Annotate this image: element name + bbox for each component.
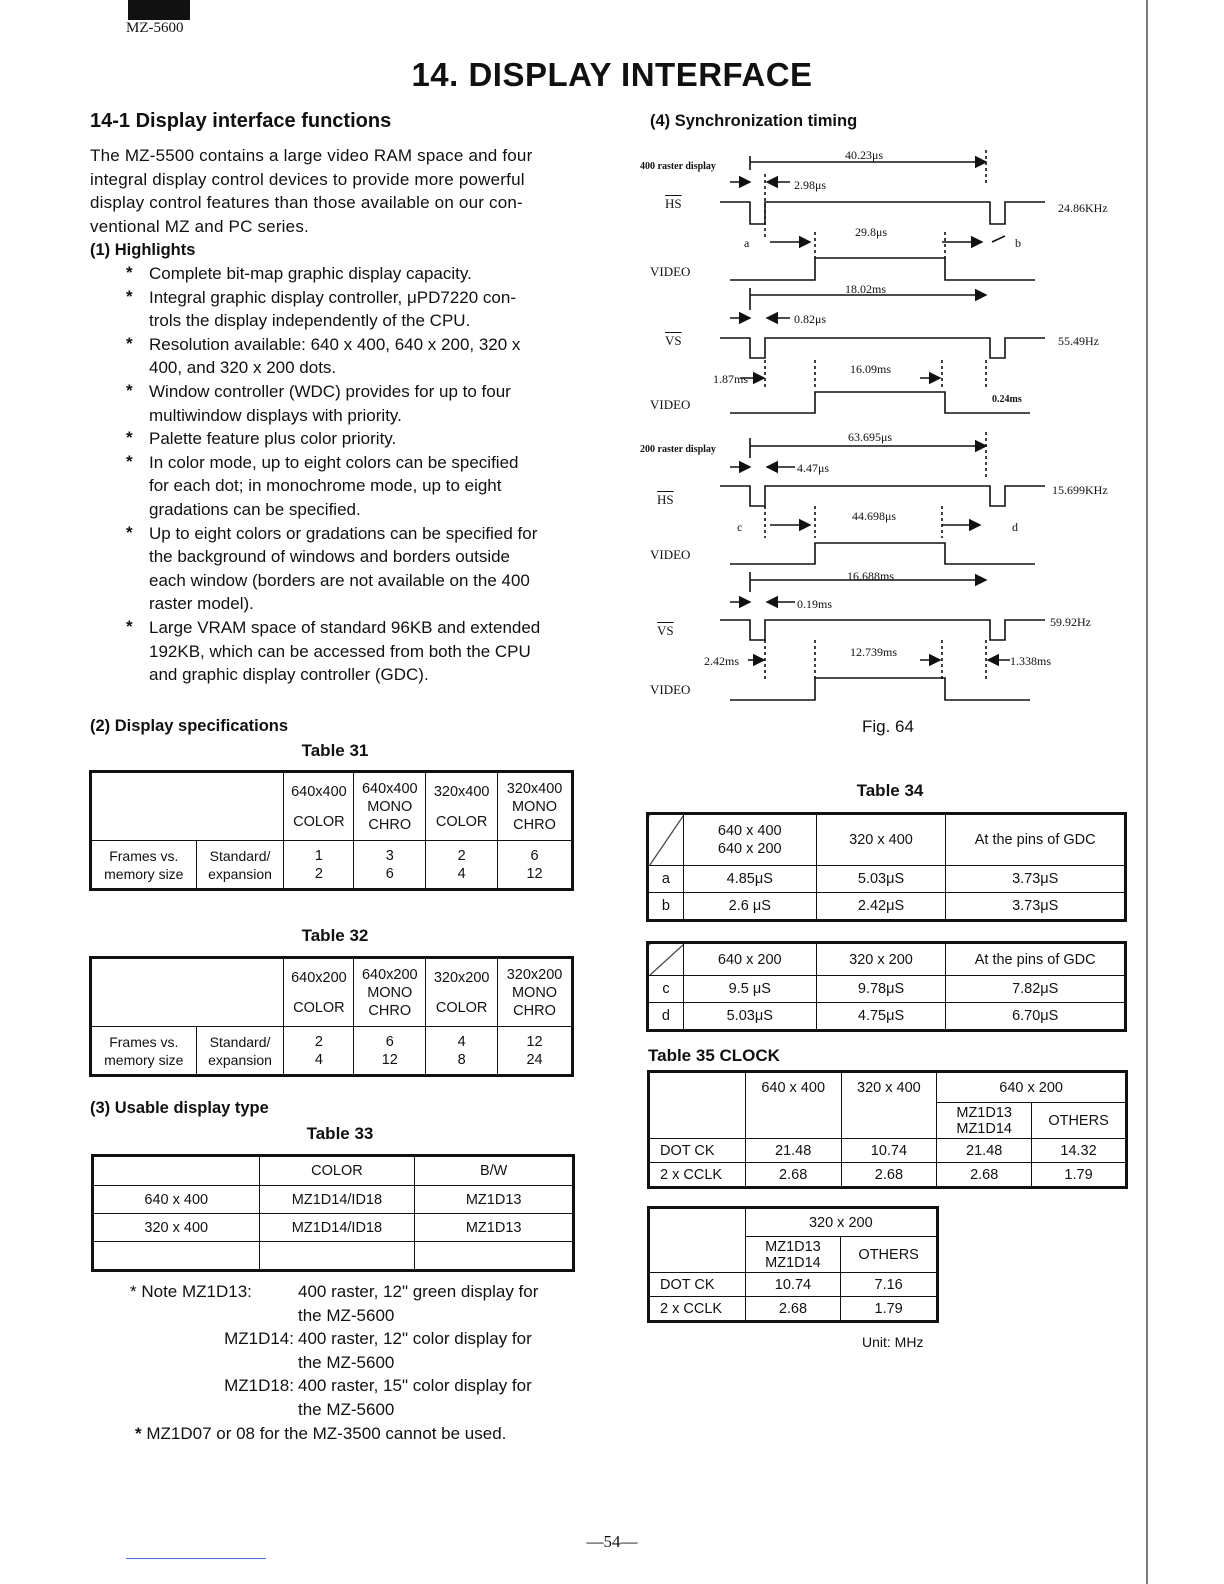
table-header: 640 x 200 <box>937 1073 1126 1103</box>
display-notes: * Note MZ1D13: 400 raster, 12" green display for the MZ-5600 MZ1D14: 400 raster, 12" color display for the MZ-5600 MZ1D18: 400 raster, 15" color display for the MZ-5600 <box>130 1280 580 1422</box>
table-cell: 4 8 <box>426 1027 498 1075</box>
hs200-period: 63.695μs <box>848 430 893 444</box>
table-cell: 3.73μS <box>946 893 1125 920</box>
table-header: 320x400 MONO CHRO <box>498 773 572 841</box>
hs200-video-width: 44.698μs <box>852 509 897 523</box>
table-header: 640x400 MONO CHRO <box>354 773 426 841</box>
table-cell: a <box>649 866 684 893</box>
table-cell: 640 x 400 <box>94 1186 260 1214</box>
table-cell: 7.16 <box>841 1273 937 1297</box>
table-row-label: DOT CK <box>650 1139 746 1163</box>
label-b: b <box>1015 236 1021 250</box>
table-header: 640 x 400 640 x 200 <box>683 815 816 866</box>
hs200-signal: $\overline{HS}$ <box>657 492 674 507</box>
table-header: 640 x 400 <box>745 1073 841 1139</box>
table-subheader: MZ1D13 MZ1D14 <box>745 1237 841 1273</box>
list-item: * Window controller (WDC) provides for up to four multiwindow displays with priority. <box>122 380 574 427</box>
table-header: 320x200 COLOR <box>426 959 498 1027</box>
table-cell: 320 x 400 <box>94 1214 260 1242</box>
vs200-period: 16.688ms <box>847 569 895 583</box>
video200-waveform <box>730 543 1035 564</box>
vs400-video-waveform <box>730 392 1030 413</box>
table-cell: 1.79 <box>1032 1163 1126 1187</box>
hs400-period: 40.23μs <box>845 148 884 162</box>
unit-label: Unit: MHz <box>862 1334 924 1350</box>
vs400-waveform <box>720 338 1045 358</box>
intro-line: ventional MZ and PC series. <box>90 216 309 236</box>
table34a <box>648 814 1125 920</box>
table-cell <box>415 1242 573 1270</box>
highlights-heading: (1) Highlights <box>90 241 196 259</box>
table-subheader: OTHERS <box>841 1237 937 1273</box>
table-subheader: OTHERS <box>1032 1103 1126 1139</box>
group400-label: 400 raster display <box>640 161 716 172</box>
table-cell: 2.42μS <box>816 893 946 920</box>
hs200-waveform <box>720 486 1045 506</box>
table-cell: 4.75μS <box>816 1003 946 1030</box>
usable-display-heading: (3) Usable display type <box>90 1099 269 1117</box>
table33 <box>93 1156 573 1270</box>
vs400-back: 0.24ms <box>992 394 1022 405</box>
table-cell: Standard/ expansion <box>196 841 284 889</box>
list-item: * In color mode, up to eight colors can be specified for each dot; in monochrome mode, up to eight gradations can be specified. <box>122 451 574 522</box>
vs400-period: 18.02ms <box>845 282 887 296</box>
table-cell: 3.73μS <box>946 866 1125 893</box>
page-title: 14. DISPLAY INTERFACE <box>411 56 813 93</box>
table35-caption: Table 35 CLOCK <box>648 1046 780 1065</box>
table35b <box>649 1208 937 1321</box>
label-a: a <box>744 236 750 250</box>
table-header <box>94 1157 260 1186</box>
vs200-waveform <box>720 620 1045 640</box>
page-edge <box>1146 0 1148 1584</box>
table-cell: 1.79 <box>841 1297 937 1321</box>
table-cell: 21.48 <box>937 1139 1032 1163</box>
list-item: * Up to eight colors or gradations can be specified for the background of windows and borders outside each window (borders are not available on the 400 raster model). <box>122 522 574 616</box>
sync-timing-heading: (4) Synchronization timing <box>650 112 858 130</box>
hs400-signal: $\overline{HS}$ <box>665 196 682 211</box>
display-specs-heading: (2) Display specifications <box>90 717 289 735</box>
hs400-freq: 24.86KHz <box>1058 201 1108 215</box>
vs400-pulse: 0.82μs <box>794 312 827 326</box>
footer-link-line <box>126 1558 266 1559</box>
table-cell: c <box>649 976 684 1003</box>
table-cell: 3 6 <box>354 841 426 889</box>
table-header: 640x200 MONO CHRO <box>354 959 426 1027</box>
table-row-label: 2 x CCLK <box>650 1297 746 1321</box>
table-cell: 2.68 <box>937 1163 1032 1187</box>
table33-caption: Table 33 <box>306 1124 374 1143</box>
table34-caption: Table 34 <box>856 781 924 800</box>
hs400-video-width: 29.8μs <box>855 225 888 239</box>
vs400-freq: 55.49Hz <box>1058 334 1099 348</box>
table-header-empty <box>650 1073 746 1139</box>
table-header: At the pins of GDC <box>946 815 1125 866</box>
vs400-video-width: 16.09ms <box>850 362 892 376</box>
table-header: 320 x 400 <box>841 1073 937 1139</box>
table-cell: 7.82μS <box>946 976 1125 1003</box>
label-c: c <box>737 520 743 534</box>
table-row-label: DOT CK <box>650 1273 746 1297</box>
table-cell: 12 24 <box>498 1027 572 1075</box>
diagonal-cell <box>649 944 684 976</box>
list-item: * Palette feature plus color priority. <box>122 427 574 451</box>
vs400-signal: $\overline{VS}$ <box>665 333 682 348</box>
table-cell: 5.03μS <box>816 866 946 893</box>
video400-signal: VIDEO <box>650 264 691 279</box>
table-header: B/W <box>415 1157 573 1186</box>
table-row-label: 2 x CCLK <box>650 1163 746 1187</box>
header-bar <box>128 0 190 20</box>
table-cell: d <box>649 1003 684 1030</box>
diagonal-cell <box>649 815 684 866</box>
table-header-empty <box>650 1209 746 1273</box>
table-header: 640 x 200 <box>683 944 816 976</box>
video400-waveform <box>730 258 1035 280</box>
table32-caption: Table 32 <box>301 926 369 945</box>
vs200-freq: 59.92Hz <box>1050 615 1091 629</box>
table-header: COLOR <box>259 1157 415 1186</box>
vs400-video-signal: VIDEO <box>650 397 691 412</box>
table-cell: 2.68 <box>745 1163 841 1187</box>
list-item: * Resolution available: 640 x 400, 640 x 200, 320 x 400, and 320 x 200 dots. <box>122 333 574 380</box>
table-cell: MZ1D13 <box>415 1214 573 1242</box>
list-item: * Complete bit-map graphic display capacity. <box>122 262 574 286</box>
vs400-front: 1.87ms <box>713 372 749 386</box>
intro-paragraph <box>90 144 570 238</box>
table-header: 320 x 400 <box>816 815 946 866</box>
table-cell <box>94 1242 260 1270</box>
table-cell: 6 12 <box>498 841 572 889</box>
table-cell: 2.6 μS <box>683 893 816 920</box>
table-header: 320 x 200 <box>745 1209 936 1237</box>
table-cell: MZ1D13 <box>415 1186 573 1214</box>
note-label: MZ1D14: <box>224 1329 294 1349</box>
table-cell: 2 4 <box>284 1027 354 1075</box>
vs200-back: 1.338ms <box>1010 654 1052 668</box>
table-header: 640x200 COLOR <box>284 959 354 1027</box>
table-cell: 2.68 <box>841 1163 937 1187</box>
intro-line: display control features than those available on our con- <box>90 193 523 213</box>
table-cell: Standard/ expansion <box>196 1027 284 1075</box>
table34b <box>648 943 1125 1030</box>
table-cell: 4.85μS <box>683 866 816 893</box>
table-cell: 2.68 <box>745 1297 841 1321</box>
vs200-pulse: 0.19ms <box>797 597 833 611</box>
table-cell: 9.5 μS <box>683 976 816 1003</box>
vs200-video-width: 12.739ms <box>850 645 898 659</box>
table-cell: MZ1D14/ID18 <box>259 1186 415 1214</box>
page-number: —54— <box>586 1532 638 1551</box>
footnote: * MZ1D07 or 08 for the MZ-3500 cannot be used. <box>135 1424 507 1443</box>
table-cell: MZ1D14/ID18 <box>259 1214 415 1242</box>
table-header: 320 x 200 <box>816 944 946 976</box>
table-cell: 10.74 <box>841 1139 937 1163</box>
model-label: MZ-5600 <box>126 20 184 36</box>
intro-line: The MZ-5500 contains a large video RAM space and four <box>90 146 533 165</box>
table-header: 320x200 MONO CHRO <box>498 959 572 1027</box>
table-header: 640x400 COLOR <box>284 773 354 841</box>
vs200-front: 2.42ms <box>704 654 740 668</box>
table-cell: 14.32 <box>1032 1139 1126 1163</box>
table-cell: Frames vs. memory size <box>92 841 197 889</box>
table-cell: 9.78μS <box>816 976 946 1003</box>
table-subheader: MZ1D13 MZ1D14 <box>937 1103 1032 1139</box>
group200-label: 200 raster display <box>640 444 716 455</box>
table-header: At the pins of GDC <box>946 944 1125 976</box>
hs200-freq: 15.699KHz <box>1052 483 1108 497</box>
table-cell: 1 2 <box>284 841 354 889</box>
hs200-pulse: 4.47μs <box>797 461 830 475</box>
vs200-video-signal: VIDEO <box>650 682 691 697</box>
section-heading: 14-1 Display interface functions <box>90 110 392 132</box>
hs400-waveform <box>720 202 1045 224</box>
table-header: 320x400 COLOR <box>426 773 498 841</box>
table-cell: b <box>649 893 684 920</box>
table35a <box>649 1072 1126 1187</box>
video200-signal: VIDEO <box>650 547 691 562</box>
label-d: d <box>1012 520 1018 534</box>
table-cell: Frames vs. memory size <box>92 1027 197 1075</box>
table-cell: 5.03μS <box>683 1003 816 1030</box>
table-cell: 6.70μS <box>946 1003 1125 1030</box>
table-cell: 21.48 <box>745 1139 841 1163</box>
table31-caption: Table 31 <box>301 741 369 760</box>
table-header-empty <box>92 773 284 841</box>
figure-caption: Fig. 64 <box>862 717 914 736</box>
vs200-signal: $\overline{VS}$ <box>657 623 674 638</box>
list-item: * Large VRAM space of standard 96KB and extended 192KB, which can be accessed from both the CPU and graphic display controller (GDC). <box>122 616 574 687</box>
intro-line: integral display control devices to provide more powerful <box>90 169 525 189</box>
note-label: MZ1D18: <box>224 1376 294 1396</box>
table-header-empty <box>92 959 284 1027</box>
table-cell: 2 4 <box>426 841 498 889</box>
hs400-pulse: 2.98μs <box>794 178 827 192</box>
table-cell <box>259 1242 415 1270</box>
table-cell: 10.74 <box>745 1273 841 1297</box>
vs200-video-waveform <box>730 678 1030 700</box>
table32 <box>91 958 572 1075</box>
table31 <box>91 772 572 889</box>
highlights-list <box>122 262 574 687</box>
note-label: * Note MZ1D13: <box>130 1282 252 1301</box>
table-cell: 6 12 <box>354 1027 426 1075</box>
list-item: * Integral graphic display controller, μPD7220 con- trols the display independently of the CPU. <box>122 286 574 333</box>
